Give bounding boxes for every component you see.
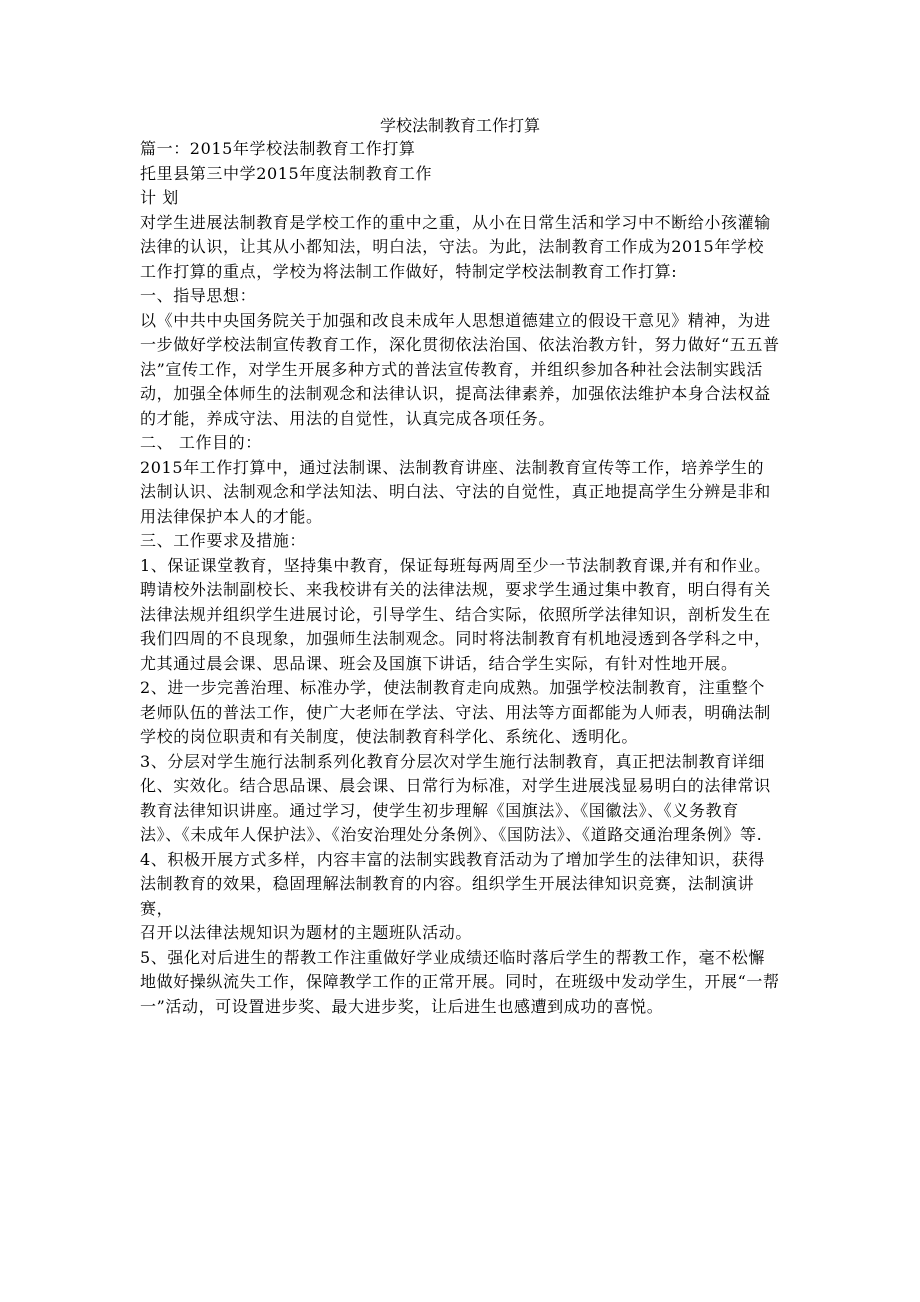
- document-body: [140, 137, 780, 1019]
- section-heading-work-goal: 二、 工作目的：: [140, 433, 262, 452]
- requirement-item-4: 4、积极开展方式多样，内容丰富的法制实践教育活动为了增加学生的法律知识，获得法制教育的效果，稳固理解法制教育的内容。组织学生开展法律知识竞赛，法制演讲赛，: [140, 849, 765, 918]
- guiding-thought-paragraph: 以《中共中央国务院关于加强和改良未成年人思想道德建立的假设干意见》精神，为进一步做好学校法制宣传教育工作，深化贯彻依法治国、依法治教方针，努力做好“五五普法”宣传工作，对学生开展多种方式的普法宣传教育，并组织参加各种社会法制实践活动，加强全体师生的法制观念和法律认识，提高法律素养，加强依法维护本身合法权益的才能，养成守法、用法的自觉性，认真完成各项任务。: [140, 310, 780, 428]
- requirement-item-1: 1、保证课堂教育，坚持集中教育，保证每班每两周至少一节法制教育课,并有和作业。聘请校外法制副校长、来我校讲有关的法律法规，要求学生通过集中教育，明白得有关法律法规并组织学生进展讨论，引导学生、结合实际，依照所学法律知识，剖析发生在我们四周的不良现象，加强师生法制观念。同时将法制教育有机地浸透到各学科之中，尤其通过晨会课、思品课、班会及国旗下讲话，结合学生实际，有针对性地开展。: [140, 555, 771, 673]
- section-heading-guiding-thought: 一、指导思想：: [140, 286, 257, 305]
- intro-paragraph: 对学生进展法制教育是学校工作的重中之重，从小在日常生活和学习中不断给小孩灌输法律的认识，让其从小都知法，明白法，守法。为此，法制教育工作成为2015年学校工作打算的重点，学校为将法制工作做好，特制定学校法制教育工作打算:: [140, 212, 771, 281]
- requirement-item-4-continued: 召开以法律法规知识为题材的主题班队活动。: [140, 923, 473, 942]
- document-title: 学校法制教育工作打算: [379, 116, 540, 135]
- subtitle-plan: 计 划: [140, 188, 179, 207]
- subtitle-article: 篇一：2015年学校法制教育工作打算: [140, 139, 416, 158]
- section-heading-requirements: 三、工作要求及措施：: [140, 531, 307, 550]
- requirement-item-5: 5、强化对后进生的帮教工作注重做好学业成绩还临时落后学生的帮教工作，毫不松懈地做好操纵流失工作，保障教学工作的正常开展。同时，在班级中发动学生，开展“一帮一”活动，可设置进步奖、最大进步奖，让后进生也感遭到成功的喜悦。: [140, 947, 780, 1016]
- requirement-item-2: 2、进一步完善治理、标准办学，使法制教育走向成熟。加强学校法制教育，注重整个老师队伍的普法工作，使广大老师在学法、守法、用法等方面都能为人师表，明确法制学校的岗位职责和有关制度，使法制教育科学化、系统化、透明化。: [140, 678, 771, 746]
- requirement-item-3: 3、分层对学生施行法制系列化教育分层次对学生施行法制教育，真正把法制教育详细化、实效化。结合思品课、晨会课、日常行为标准，对学生进展浅显易明白的法律常识教育法律知识讲座。通过学习，使学生初步理解《国旗法》、《国徽法》、《义务教育法》、《未成年人保护法》、《治安治理处分条例》、《国防法》、《道路交通治理条例》等.: [140, 751, 771, 844]
- work-goal-paragraph: 2015年工作打算中，通过法制课、法制教育讲座、法制教育宣传等工作，培养学生的法制认识、法制观念和学法知法、明白法、守法的自觉性，真正地提高学生分辨是非和用法律保护本人的才能。: [140, 457, 771, 526]
- subtitle-school: 托里县第三中学2015年度法制教育工作: [140, 163, 433, 183]
